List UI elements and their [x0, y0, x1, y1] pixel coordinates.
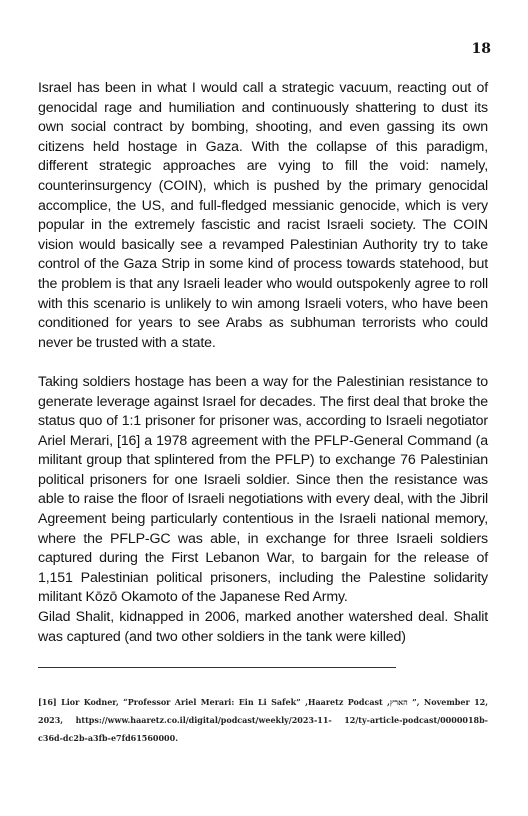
body-text — [38, 79, 488, 647]
paragraph: Taking soldiers hostage has been a way for the Palestinian resistance to generate leverage against Israel for decades. The first deal that broke the status quo of 1:1 prisoner for prisoner was, according to Israeli negotiator Ariel Merari, [16] a 1978 agreement with the PFLP-General Command (a militant group that splintered from the PFLP) to exchange 76 Palestinian political prisoners for one Israeli soldier. Since then the resistance was able to raise the floor of Israeli negotiations with every deal, with the Jibril Agreement being particularly contentious in the Israeli national memory, where the PFLP-GC was able, in exchange for three Israeli soldiers captured during the First Lebanon War, to bargain for the release of 1,151 Palestinian political prisoners, including the Palestine solidarity militant Kōzō Okamoto of the Japanese Red Army. — [38, 373, 488, 606]
footnote: [16] Lior Kodner, “Professor Ariel Merari: Ein Li Safek” ,Haaretz Podcast ,הארץ ”, November 12, 2023, https://www.haaretz.co.il/digital/podcast/weekly/2023-11- 12/ty-article-podcast/0000018b-c36d-dc2b-a3fb-e7fd61560000. — [38, 697, 488, 743]
paragraph: Gilad Shalit, kidnapped in 2006, marked another watershed deal. Shalit was captured (and two other soldiers in the tank were killed) — [38, 609, 488, 645]
paragraph: Israel has been in what I would call a strategic vacuum, reacting out of genocidal rage and humiliation and continuously shattering to dust its own social contract by bombing, shooting, and even gassing its own citizens held hostage in Gaza. With the collapse of this paradigm, different strategic approaches are vying to fill the void: namely, counterinsurgency (COIN), which is pushed by the primary genocidal accomplice, the US, and full-fledged messianic genocide, which is very popular in the extremely fascistic and racist Israeli society. The COIN vision would basically see a revamped Palestinian Authority try to take control of the Gaza Strip in some kind of process towards statehood, but the problem is that any Israeli leader who would outspokenly agree to roll with this scenario is unlikely to win among Israeli voters, who have been conditioned for years to see Arabs as subhuman terrorists who could never be trusted with a state. — [38, 80, 488, 351]
footnote-divider — [38, 667, 396, 668]
page-number: 18 — [471, 41, 491, 57]
